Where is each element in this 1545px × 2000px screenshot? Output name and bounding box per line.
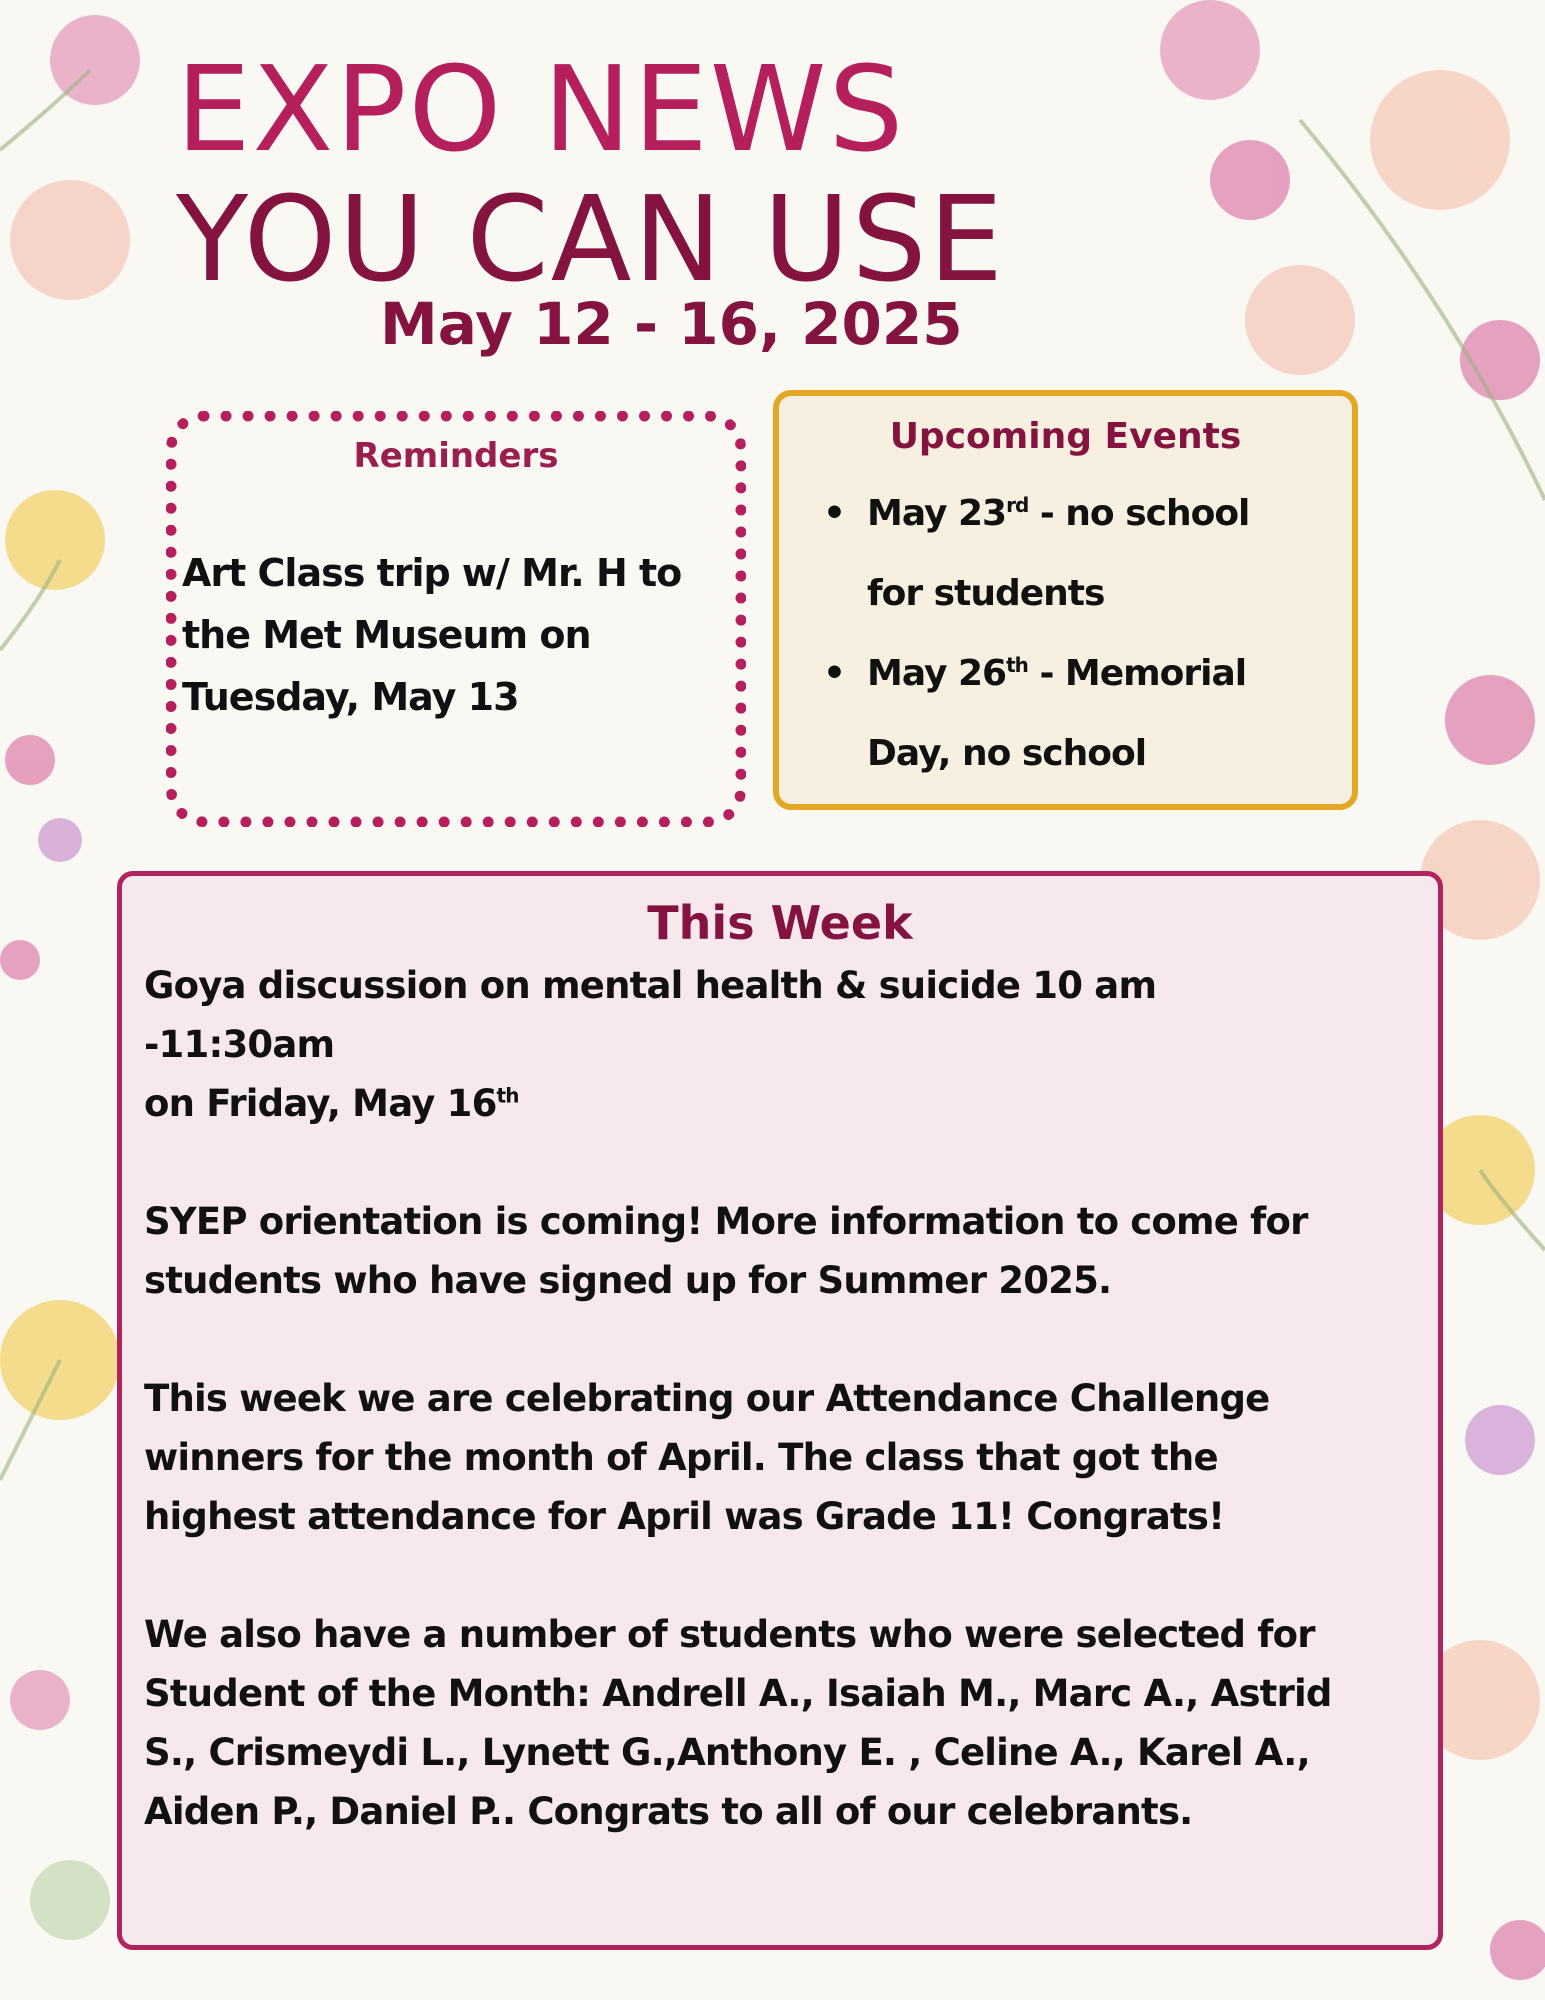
reminders-box: [166, 411, 746, 827]
reminders-heading: Reminders: [353, 436, 559, 476]
this-week-content: [144, 956, 1332, 1900]
date-range: May 12 - 16, 2025: [380, 290, 963, 358]
reminders-text: [182, 542, 681, 728]
this-week-heading: This Week: [647, 896, 913, 950]
events-list: [819, 474, 1249, 794]
event-item: • May 23rd - no school: [819, 474, 1249, 554]
bullet-icon: •: [823, 653, 846, 694]
reminder-line: Tuesday, May 13: [182, 675, 519, 719]
syep-paragraph: SYEP orientation is coming! More information to come for students who have signed up for Summer 2025.: [144, 1200, 1308, 1302]
upcoming-events-box: [773, 390, 1358, 810]
title-line-2: YOU CAN USE: [176, 170, 1006, 308]
attendance-paragraph: This week we are celebrating our Attendance Challenge winners for the month of April. The class that got the highest attendance for April was Grade 11! Congrats!: [144, 1377, 1270, 1538]
goya-paragraph: Goya discussion on mental health & suicide 10 am -11:30am on Friday, May 16th: [144, 964, 1157, 1125]
reminder-line: Art Class trip w/ Mr. H to: [182, 551, 682, 595]
event-item-cont: for students: [867, 573, 1105, 614]
this-week-box: [117, 871, 1443, 1950]
bullet-icon: •: [823, 493, 846, 534]
event-item-cont: Day, no school: [867, 733, 1147, 774]
reminder-line: the Met Museum on: [182, 613, 591, 657]
title-line-1: EXPO NEWS: [176, 40, 906, 178]
upcoming-events-heading: Upcoming Events: [889, 416, 1242, 457]
students-paragraph: We also have a number of students who were selected for Student of the Month: Andrell A., Isaiah M., Marc A., Astrid S., Crismeydi L., Lynett G.,Anthony E. , Celine A., Karel A., Aiden P., Daniel P.. Congrats to all of our celebrants.: [144, 1613, 1332, 1833]
event-item: • May 26th - Memorial: [819, 634, 1249, 714]
